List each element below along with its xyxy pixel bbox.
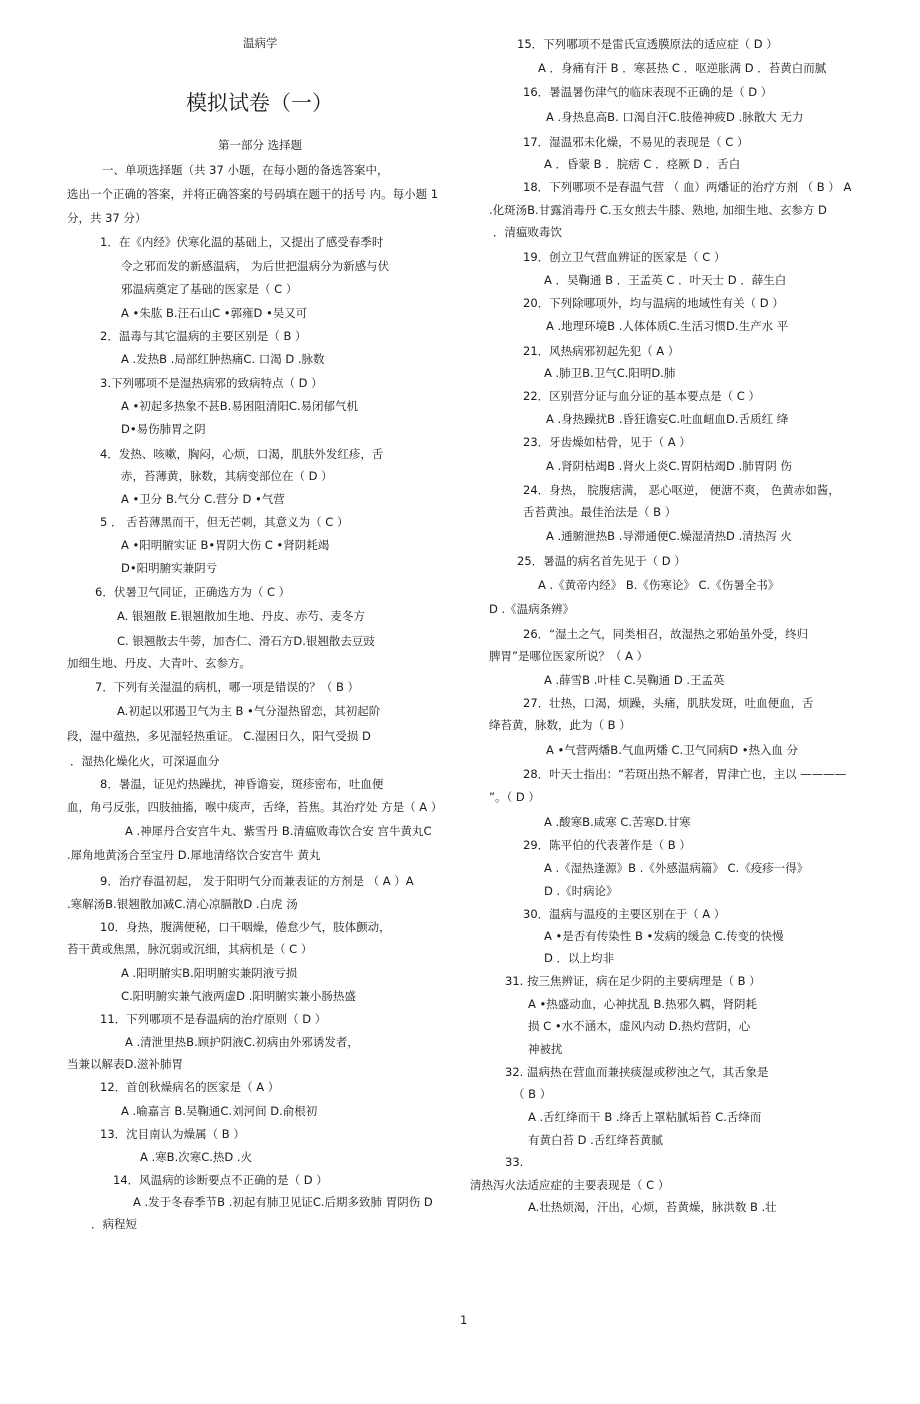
text-line: A .发热B .局部红肿热痛C. 口渴 D .脉数: [121, 352, 325, 366]
text-line: D ．以上均非: [544, 951, 615, 965]
text-line: A .发于冬春季节B .初起有肺卫见证C.后期多致肺 胃阴伤 D: [133, 1195, 433, 1209]
text-line: D•易伤肺胃之阴: [121, 422, 206, 436]
text-line: 28．叶天士指出：“若斑出热不解者，胃津亡也，主以 ————: [523, 767, 847, 781]
text-line: .寒解汤B.银翘散加减C.清心凉膈散D .白虎 汤: [67, 897, 298, 911]
text-line: 24．身热， 脘腹痞满， 恶心呕逆， 便溏不爽， 色黄赤如酱，: [523, 483, 840, 497]
text-line: 7．下列有关湿温的病机，哪一项是错误的？（ B ）: [95, 680, 360, 694]
text-line: 29．陈平伯的代表著作是（ B ）: [523, 838, 691, 852]
text-line: A .肺卫B.卫气C.阳明D.肺: [544, 366, 676, 380]
text-line: 清热泻火法适应症的主要表现是（ C ）: [470, 1178, 670, 1192]
text-line: A .通腑泄热B .导滞通便C.燥湿清热D .清热泻 火: [546, 529, 792, 543]
text-line: 一、单项选择题（共 37 小题，在每小题的备选答案中，: [102, 163, 389, 177]
text-line: 绛苔黄，脉数，此为（ B ）: [489, 718, 631, 732]
text-line: A .肾阴枯竭B .肾火上炎C.胃阴枯竭D .肺胃阴 伤: [546, 459, 792, 473]
text-line: 18．下列哪项不是春温气营 （ 血）两燔证的治疗方剂 （ B ） A: [523, 180, 852, 194]
text-line: A •阳明腑实证 B•胃阴大伤 C •肾阴耗竭: [121, 538, 330, 552]
text-line: 3.下列哪项不是湿热病邪的致病特点（ D ）: [100, 376, 323, 390]
text-line: 31. 按三焦辨证，病在足少阴的主要病理是（ B ）: [505, 974, 761, 988]
text-line: A •朱肱 B.汪石山C •郭雍D •吴又可: [121, 306, 308, 320]
text-line: A .清泄里热B.顾护阴液C.初病由外邪诱发者，: [125, 1035, 359, 1049]
text-line: A .阳明腑实B.阳明腑实兼阴液亏损: [121, 966, 298, 980]
text-line: ．病程短: [91, 1217, 137, 1231]
text-line: A •热盛动血，心神扰乱 B.热邪久羁，肾阴耗: [528, 997, 758, 1011]
text-line: A ．吴鞠通 B ．王孟英 C ．叶天士 D ．薛生白: [544, 273, 787, 287]
text-line: 4．发热、咳嗽，胸闷，心烦，口渴，肌肤外发红疹，舌: [100, 447, 384, 461]
text-line: 20．下列除哪项外，均与温病的地域性有关（ D ）: [523, 296, 784, 310]
text-line: 令之邪而发的新感温病， 为后世把温病分为新感与伏: [121, 259, 390, 273]
text-line: 15．下列哪项不是雷氏宣透膜原法的适应症（ D ）: [517, 37, 778, 51]
text-line: 苔干黄或焦黑，脉沉弱或沉细，其病机是（ C ）: [67, 942, 313, 956]
text-line: 6．伏暑卫气同证，正确选方为（ C ）: [95, 585, 291, 599]
text-line: ”。（ D ）: [489, 790, 540, 804]
text-line: 16．暑温暑伤津气的临床表现不正确的是（ D ）: [523, 85, 773, 99]
text-line: 12．首创秋燥病名的医家是（ A ）: [100, 1080, 280, 1094]
text-line: 19．创立卫气营血辨证的医家是（ C ）: [523, 250, 726, 264]
text-line: 14．风温病的诊断要点不正确的是（ D ）: [113, 1173, 328, 1187]
text-line: 脾胃”是哪位医家所说？（ A ）: [489, 649, 649, 663]
text-line: 赤，苔薄黄，脉数，其病变部位在（ D ）: [121, 469, 333, 483]
text-line: A .身热息高B. 口渴自汗C.肢倦神疲D .脉散大 无力: [546, 110, 804, 124]
course-header: 温病学: [243, 36, 278, 50]
text-line: A •是否有传染性 B •发病的缓急 C.传变的快慢: [544, 929, 784, 943]
text-line: 11．下列哪项不是春温病的治疗原则（ D ）: [100, 1012, 327, 1026]
text-line: 17．湿温邪未化燥，不易见的表现是（ C ）: [523, 135, 749, 149]
text-line: A .《湿热逢源》B .《外感温病篇》 C.《疫疹一得》: [544, 861, 809, 875]
page-title: 模拟试卷（一）: [186, 91, 333, 115]
text-line: A ．身痛有汗 B ．寒甚热 C ．呕逆胀满 D ．苔黄白而腻: [538, 61, 827, 75]
text-line: D•阳明腑实兼阴亏: [121, 561, 218, 575]
text-line: A .薛雪B .叶桂 C.吴鞠通 D .王孟英: [544, 673, 725, 687]
text-line: C. 银翘散去牛蒡，加杏仁、滑石方D.银翘散去豆豉: [117, 634, 375, 648]
text-line: 神被扰: [528, 1042, 563, 1056]
text-line: A .《黄帝内经》 B.《伤寒论》 C.《伤暑全书》: [538, 578, 780, 592]
text-line: 血，角弓反张，四肢抽搐，喉中痰声，舌绛，苔焦。其治疗处 方是（ A ）: [67, 800, 443, 814]
text-line: A. 银翘散 E.银翘散加生地、丹皮、赤芍、麦冬方: [117, 609, 366, 623]
text-line: 8．暑温，证见灼热躁扰，神昏谵妄，斑疹密布，吐血便: [100, 777, 384, 791]
text-line: 有黄白苔 D .舌红绛苔黄腻: [528, 1133, 663, 1147]
text-line: 1．在《内经》伏寒化温的基础上，又提出了感受春季时: [100, 235, 384, 249]
text-line: 33.: [505, 1155, 524, 1169]
text-line: 9．治疗春温初起， 发于阳明气分而兼表证的方剂是 （ A ）A: [100, 874, 414, 888]
page-number: 1: [460, 1313, 468, 1327]
text-line: ．湿热化燥化火，可深逼血分: [70, 754, 220, 768]
text-line: 加细生地、丹皮、大青叶、玄参方。: [67, 656, 251, 670]
text-line: A.初起以邪遏卫气为主 B •气分湿热留恋，其初起阶: [117, 704, 381, 718]
text-line: A ．昏蒙 B ．脘痞 C ．痉厥 D ．舌白: [544, 157, 741, 171]
text-line: A.壮热烦渴，汗出，心烦，苔黄燥，脉洪数 B .壮: [528, 1200, 777, 1214]
text-line: A .地理环境B .人体体质C.生活习惯D.生产水 平: [546, 319, 789, 333]
text-line: A .舌红绛而干 B .绛舌上罩粘腻垢苔 C.舌绛而: [528, 1110, 762, 1124]
text-line: 23．牙齿燥如枯骨，见于（ A ）: [523, 435, 691, 449]
text-line: （ B ）: [513, 1087, 552, 1101]
text-line: 22．区别营分证与血分证的基本要点是（ C ）: [523, 389, 760, 403]
text-line: 当兼以解表D.滋补肺胃: [67, 1057, 184, 1071]
text-line: A •气营两燔B.气血两燔 C.卫气同病D •热入血 分: [546, 743, 799, 757]
text-line: A •初起多热象不甚B.易困阻清阳C.易闭郁气机: [121, 399, 359, 413]
text-line: D .《温病条辨》: [489, 602, 575, 616]
text-line: 27．壮热，口渴，烦躁，头痛，肌肤发斑，吐血便血，舌: [523, 696, 814, 710]
text-line: A •卫分 B.气分 C.营分 D •气营: [121, 492, 285, 506]
section-heading: 第一部分 选择题: [218, 138, 303, 152]
text-line: C.阳明腑实兼气液两虚D .阳明腑实兼小肠热盛: [121, 989, 356, 1003]
text-line: 分，共 37 分）: [67, 211, 147, 225]
text-line: 舌苔黄浊。最佳治法是（ B ）: [523, 505, 677, 519]
text-line: ．清瘟败毒饮: [493, 225, 562, 239]
text-line: A .神犀丹合安宫牛丸、紫雪丹 B.清瘟败毒饮合安 宫牛黄丸C: [125, 824, 432, 838]
text-line: 选出一个正确的答案，并将正确答案的号码填在题干的括号 内。每小题 1: [67, 187, 439, 201]
text-line: 30．温病与温疫的主要区别在于（ A ）: [523, 907, 726, 921]
text-line: 邪温病奠定了基础的医家是（ C ）: [121, 282, 298, 296]
text-line: A .酸寒B.咸寒 C.苦寒D.甘寒: [544, 815, 691, 829]
text-line: A .喻嘉言 B.吴鞠通C.刘河间 D.俞根初: [121, 1104, 318, 1118]
text-line: 2．温毒与其它温病的主要区别是（ B ）: [100, 329, 307, 343]
text-line: 13．沈目南认为燥属（ B ）: [100, 1127, 245, 1141]
text-line: .化斑汤B.甘露消毒丹 C.玉女煎去牛膝、熟地, 加细生地、玄参方 D: [489, 203, 827, 217]
text-line: 5 ． 舌苔薄黑而干，但无芒刺，其意义为（ C ）: [100, 515, 349, 529]
text-line: 32. 温病热在营血而兼挟痰湿或秽浊之气，其舌象是: [505, 1065, 769, 1079]
text-line: 10．身热，腹满便秘，口干咽燥，倦怠少气，肢体颤动，: [100, 920, 391, 934]
text-line: .犀角地黄汤合至宝丹 D.犀地清络饮合安宫牛 黄丸: [67, 848, 321, 862]
text-line: A .身热躁扰B .昏狂谵妄C.吐血衄血D.舌质红 绛: [546, 412, 789, 426]
text-line: 26．“湿土之气，同类相召，故湿热之邪始虽外受，终归: [523, 627, 809, 641]
text-line: 损 C •水不涵木，虚风内动 D.热灼营阴，心: [528, 1019, 751, 1033]
text-line: D .《时病论》: [544, 884, 618, 898]
text-line: 21．风热病邪初起先犯（ A ）: [523, 344, 680, 358]
text-line: 段，湿中蕴热，多见湿轻热重证。 C.湿困日久，阳气受损 D: [67, 729, 371, 743]
text-line: A .寒B.次寒C.热D .火: [140, 1150, 253, 1164]
text-line: 25．暑温的病名首先见于（ D ）: [517, 554, 686, 568]
